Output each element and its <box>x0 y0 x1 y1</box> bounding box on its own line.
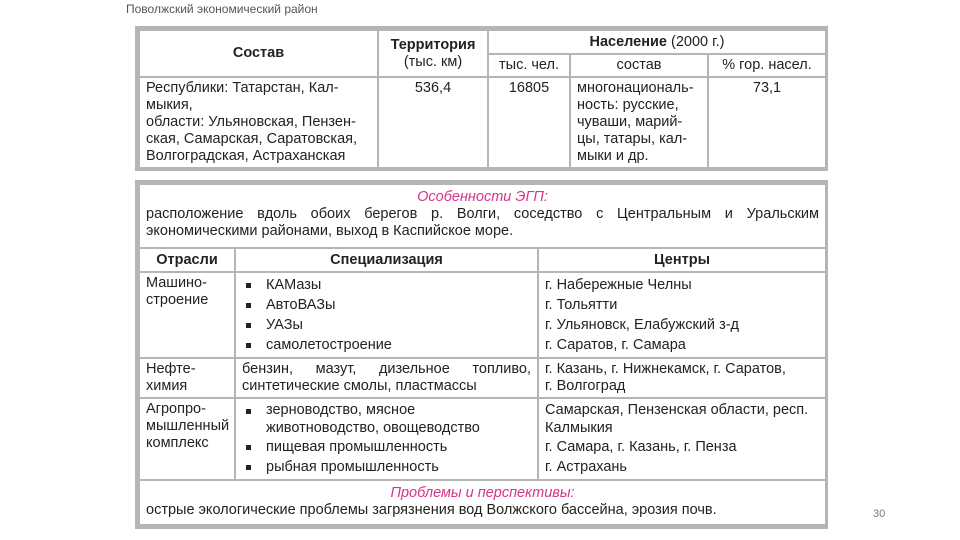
specialization-cell <box>235 398 538 480</box>
problems-title: Проблемы и перспективы: <box>390 485 575 501</box>
pop-urban-value: 73,1 <box>708 77 826 168</box>
list-item: самолетостроение <box>242 335 531 355</box>
pop-composition-line: ность: русские, <box>577 97 679 113</box>
list-item: рыбная промышленность <box>242 457 531 477</box>
header-territory <box>378 30 488 77</box>
pop-composition-line: многонациональ- <box>577 80 694 96</box>
header-pop-thousands: тыс. чел. <box>488 54 570 77</box>
problems-text: острые экологические проблемы загрязнения вод Волжского бассейна, эрозия почв. <box>146 502 717 518</box>
list-item: пищевая промышленность <box>242 437 531 457</box>
header-population-label: Население <box>589 33 667 50</box>
specialization-list <box>242 401 531 477</box>
economy-table-frame <box>135 180 828 529</box>
problems-cell <box>139 480 826 525</box>
header-branches: Отрасли <box>139 248 235 272</box>
centers-line: г. Астрахань <box>545 459 627 475</box>
header-pop-urban: % гор. насел. <box>708 54 826 77</box>
composition-table-frame <box>135 26 828 171</box>
centers-line: г. Саратов, г. Самара <box>545 337 686 353</box>
list-item: КАМазы <box>242 275 531 295</box>
composition-cell <box>139 77 378 168</box>
specialization-text: бензин, мазут, дизельное топливо, синтетические смолы, пластмассы <box>235 358 538 398</box>
centers-line: г. Самара, г. Казань, г. Пенза <box>545 439 737 455</box>
egp-text: расположение вдоль обоих берегов р. Волги, соседство с Центральным и Уральским экономическими районами, выход в Каспийское море. <box>146 206 819 239</box>
branch-line: строение <box>146 292 209 308</box>
header-population-year: (2000 г.) <box>671 33 725 50</box>
list-item: АвтоВАЗы <box>242 295 531 315</box>
branch-line: комплекс <box>146 435 209 451</box>
composition-table <box>138 29 827 169</box>
centers-line: г. Казань, г. Нижнекамск, г. Саратов, <box>545 361 786 377</box>
header-territory-unit: (тыс. км) <box>403 53 463 70</box>
centers-line: г. Тольятти <box>545 297 618 313</box>
branch-line: Агропро- <box>146 401 206 417</box>
composition-line: Волгоградская, Астраханская <box>146 148 346 164</box>
header-pop-composition: состав <box>570 54 708 77</box>
centers-line: г. Набережные Челны <box>545 277 692 293</box>
header-specialization: Специализация <box>235 248 538 272</box>
composition-line: области: Ульяновская, Пензен- <box>146 114 356 130</box>
territory-value: 536,4 <box>378 77 488 168</box>
branch-cell <box>139 272 235 358</box>
egp-title: Особенности ЭГП: <box>417 189 548 205</box>
branch-line: химия <box>146 378 188 394</box>
centers-cell <box>538 272 826 358</box>
centers-line: Самарская, Пензенская области, респ. Калмыкия <box>545 402 809 436</box>
header-territory-label: Территория <box>390 36 476 53</box>
specialization-list <box>242 275 531 355</box>
header-centers: Центры <box>538 248 826 272</box>
centers-line: г. Ульяновск, Елабужский з-д <box>545 317 740 333</box>
specialization-cell <box>235 272 538 358</box>
branch-cell <box>139 398 235 480</box>
economy-table <box>138 183 827 526</box>
composition-line: мыкия, <box>146 97 193 113</box>
centers-cell <box>538 398 826 480</box>
page-caption: Поволжский экономический район <box>126 2 318 16</box>
branch-line: Машино- <box>146 275 207 291</box>
pop-thousands-value: 16805 <box>488 77 570 168</box>
composition-line: ская, Самарская, Саратовская, <box>146 131 358 147</box>
header-population <box>488 30 826 54</box>
branch-line: мышленный <box>146 418 230 434</box>
centers-cell <box>538 358 826 398</box>
branch-line: Нефте- <box>146 361 196 377</box>
pop-composition-line: цы, татары, кал- <box>577 131 688 147</box>
egp-cell <box>139 184 826 248</box>
list-item: зерноводство, мясное животноводство, овощеводство <box>242 401 531 437</box>
branch-cell <box>139 358 235 398</box>
list-item: УАЗы <box>242 315 531 335</box>
centers-line: г. Волгоград <box>545 378 626 394</box>
pop-composition-line: чуваши, марий- <box>577 114 683 130</box>
composition-line: Республики: Татарстан, Кал- <box>146 80 339 96</box>
header-composition: Состав <box>139 30 378 77</box>
pop-composition-line: мыки и др. <box>577 148 649 164</box>
page-number: 30 <box>873 508 886 520</box>
pop-composition-cell <box>570 77 708 168</box>
